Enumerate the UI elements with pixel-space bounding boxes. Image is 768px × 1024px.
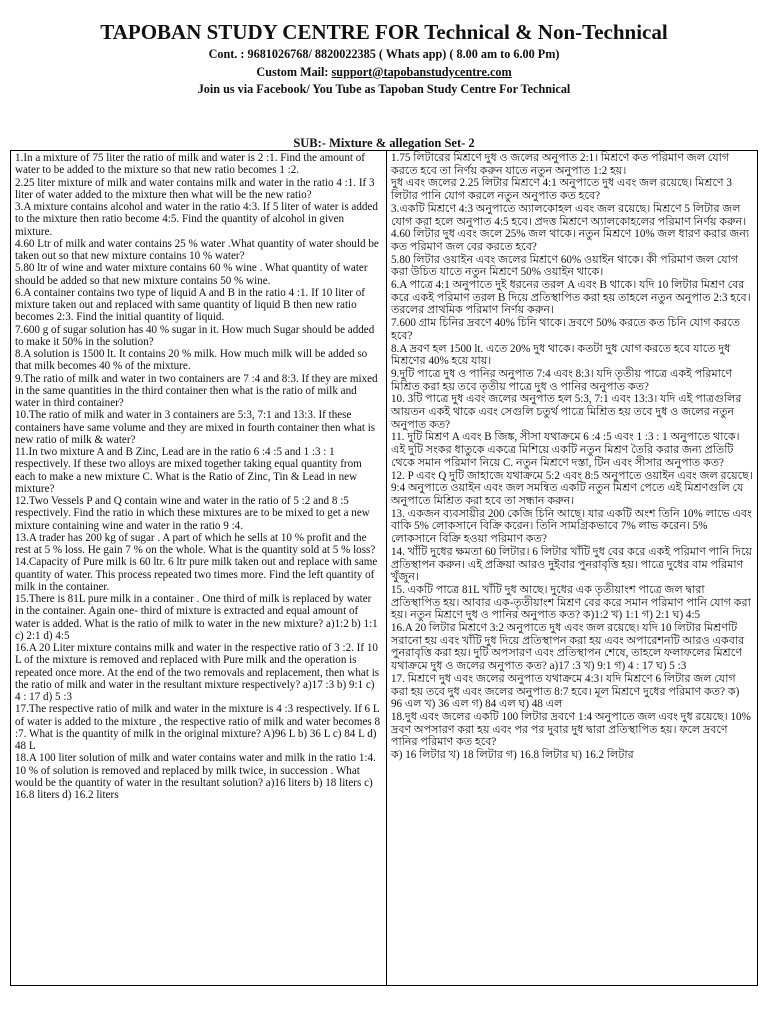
bengali-question-5: 5.80 লিটার ওয়াইন এবং জলের মিশ্রণে 60% ওয়াইন থাকে। কী পরিমাণ জল যোগ করা উচিত যাতে নতুন মিশ্রণে 50% ওয়াইন থাকে। [391,253,739,279]
bengali-question-6: 6.A পাত্রে 4:1 অনুপাতে দুই ধরনের তরল A এবং B থাকে। যদি 10 লিটার মিশ্রণ বের করে একই পরিমাণ তরল B দিয়ে প্রতিস্থাপিত করা হয় তাহলে নতুন অনুপাত 2:3 হবে। তরলের প্রাথমিক পরিমাণ নির্ণয় করুন। [391,279,751,317]
english-question-12: 12.Two Vessels P and Q contain wine and water in the ratio of 5 :2 and 8 :5 respectively. Find the ratio in which these mixtures are to be mixed to get a new mixture containing wine and water in the ratio 9 :4. [15,495,370,532]
bengali-question-10: 10. 3টি পাত্রে দুধ এবং জলের অনুপাত হল 5:3, 7:1 এবং 13:3। যদি এই পাত্রগুলির আয়তন একই থাকে এবং সেগুলি চতুর্থ পাত্রে মিশ্রিত হয় তবে দুধ ও জলের নতুন অনুপাত কত? [391,393,742,431]
english-question-9: 9.The ratio of milk and water in two containers are 7 :4 and 8:3. If they are mixed in the same quantities in the third container then what is the ratio of milk and water in third container? [15,372,378,409]
mail-label: Custom Mail: [256,64,332,79]
bengali-question-12: 12. P এবং Q দুটি জাহাজে যথাক্রমে 5:2 এবং 8:5 অনুপাতে ওয়াইন এবং জল রয়েছে। 9:4 অনুপাতে ওয়াইন এবং জল সমন্বিত একটি নতুন মিশ্রণ পেতে এই মিশ্রণগুলি যে অনুপাতে মিশ্রিত করা হবে তা সন্ধান করুন। [391,469,753,507]
english-question-4: 4.60 Ltr of milk and water contains 25 % water .What quantity of water should be taken out so that new mixture contains 10 % water? [15,237,379,262]
english-question-3: 3.A mixture contains alcohol and water in the ratio 4:3. If 5 liter of water is added to the mixture then ratio become 4:5. Find the quantity of alcohol in given mixture. [15,201,378,238]
bengali-question-8: 8.A দ্রবণ হল 1500 lt. এতে 20% দুধ থাকে। কতটা দুধ যোগ করতে হবে যাতে দুধ মিশ্রণের 40% হয়ে যায়। [391,342,731,368]
subject-heading: SUB:- Mixture & allegation Set- 2 [293,136,475,150]
english-question-5: 5.80 ltr of wine and water mixture contains 60 % wine . What quantity of water should be added so that new mixture contains 50 % wine. [15,262,368,287]
bengali-question-19: ক) 16 লিটার খ) 18 লিটার গ) 16.8 লিটার ঘ) 16.2 লিটার [391,749,634,762]
english-question-18: 18.A 100 liter solution of milk and water contains water and milk in the ratio 1:4. 10 % of solution is removed and replaced by milk twice, in succession . What would be the quantity of water in the resultant solution? a)16 liters b) 18 liters c) 16.8 liters d) 16.2 liters [15,752,376,801]
bengali-column [387,151,757,985]
social-line: Join us via Facebook/ You Tube as Tapoban Study Centre For Technical [197,82,571,96]
english-question-15: 15.There is 81L pure milk in a container . One third of milk is replaced by water in the container. Again one- third of mixture is extracted and equal amount of water is added. What is the ratio of milk to water in the new mixture? a)1:2 b) 1:1 c) 2:1 d) 4:5 [15,593,378,642]
bengali-question-4: 4.60 লিটার দুধ এবং জলে 25% জল থাকে। নতুন মিশ্রণে 10% জল ধারণ করার জন্য কত পরিমাণ জল বের করতে হবে? [391,228,750,253]
bengali-question-1: 1.75 লিটারের মিশ্রণে দুধ ও জলের অনুপাত 2:1। মিশ্রণে কত পরিমাণ জল যোগ করতে হবে তা নির্ণয় করুন যাতে নতুন অনুপাত 1:2 হয়। [391,152,730,177]
bengali-question-7: 7.600 গ্রাম চিনির দ্রবণে 40% চিনি থাকে। দ্রবণে 50% করতে কত চিনি যোগ করতে হবে? [391,317,741,342]
english-question-17: 17.The respective ratio of milk and water in the mixture is 4 :3 respectively. If 6 L of water is added to the mixture , the respective ratio of milk and water becomes 8 :7. What is the quantity of milk in the original mixture? A)96 L b) 36 L c) 84 L d) 48 L [15,703,381,752]
english-question-16: 16.A 20 Liter mixture contains milk and water in the respective ratio of 3 :2. If 10 L of the mixture is removed and replaced with Pure milk and the operation is repeated once more. At the end of the two removals and replacement, then what is the ratio of milk and water in the resultant mixture respectively? a)17 :3 b) 9:1 c) 4 : 17 d) 5 :3 [15,642,380,703]
english-question-2: 2.25 liter mixture of milk and water contains milk and water in the ratio 4 :1. If 3 liter of water added to the mixture then what will be the new ratio? [15,176,375,201]
bengali-question-16: 16.A 20 লিটার মিশ্রণে 3:2 অনুপাতে দুধ এবং জল রয়েছে। যদি 10 লিটার মিশ্রণটি সরানো হয় এবং খাঁটি দুধ দিয়ে প্রতিস্থাপন করা হয় এবং অপারেশনটি আরও একবার পুনরাবৃত্তি করা হয়। দুটি অপসারণ এবং প্রতিস্থাপন শেষে, তাহলে ফলাফলের মিশ্রণে যথাক্রমে দুধ ও জলের অনুপাত কত? a)17 :3 খ) 9:1 গ) 4 : 17 ঘ) 5 :3 [391,622,745,673]
english-question-10: 10.The ratio of milk and water in 3 containers are 5:3, 7:1 and 13:3. If these containers have same volume and they are mixed in fourth container then what is new ratio of milk & water? [15,409,376,446]
english-question-13: 13.A trader has 200 kg of sugar . A part of which he sells at 10 % profit and the rest at 5 % loss. He gain 7 % on the whole. What is the quantity sold at 5 % loss? [15,531,376,556]
centre-title: TAPOBAN STUDY CENTRE FOR Technical & Non-Technical [100,20,668,44]
questions-table [10,150,758,986]
english-column [11,151,387,985]
english-question-1: 1.In a mixture of 75 liter the ratio of milk and water is 2 :1. Find the amount of water to be added to the mixture so that new ratio becomes 1 :2. [15,152,365,177]
bengali-question-14: 14. খাঁটি দুধের ক্ষমতা 60 লিটার। 6 লিটার খাঁটি দুধ বের করে একই পরিমাণ পানি দিয়ে প্রতিস্থাপন করুন। এই প্রক্রিয়া আরও দুইবার পুনরাবৃত্তি হয়। পাত্রে দুধের বাম পরিমাণ খুঁজুন। [391,545,752,584]
bengali-question-18: 18.দুধ এবং জলের একটি 100 লিটার দ্রবণে 1:4 অনুপাতে জল এবং দুধ রয়েছে। 10% দ্রবণ অপসারণ করা হয় এবং পর পর দুবার দুধ দ্বারা প্রতিস্থাপিত হয়। ফলে দ্রবণে পানির পরিমাণ কত হবে? [391,710,751,749]
contact-line: Cont. : 9681026768/ 8820022385 ( Whats app) ( 8.00 am to 6.00 Pm) [208,47,560,61]
bengali-question-13: 13. একজন ব্যবসায়ীর 200 কেজি চিনি আছে। যার একটি অংশ তিনি 10% লাভে এবং বাকি 5% লোকসানে বিক্রি করেন। তিনি সামগ্রিকভাবে 7% লাভ করেন। 5% লোকসানে বিক্রি হওয়া পরিমাণ কত? [391,507,752,546]
bengali-question-15: 15. একটি পাত্রে 81L খাঁটি দুধ আছে। দুধের এক তৃতীয়াংশ পাত্রে জল দ্বারা প্রতিস্থাপিত হয়। আবার এক-তৃতীয়াংশ মিশ্রণ বের করে সমান পরিমাণ পানি যোগ করা হয়। নতুন মিশ্রণে দুধ ও পানির অনুপাত কত? ক)1:2 খ) 1:1 গ) 2:1 ঘ) 4:5 [391,583,751,622]
bengali-question-3: 3.একটি মিশ্রণে 4:3 অনুপাতে অ্যালকোহল এবং জল রয়েছে। মিশ্রণে 5 লিটার জল যোগ করা হলে অনুপাত 4:5 হবে। প্রদত্ত মিশ্রণে অ্যালকোহলের পরিমাণ নির্ণয় করুন। [391,202,747,228]
english-question-6: 6.A container contains two type of liquid A and B in the ratio 4 :1. If 10 liter of mixture taken out and replaced with same quantity of liquid B then new ratio becomes 2:3. Find the initial quantity of liquid. [15,286,366,324]
mail-line [0,64,768,82]
page-header [0,18,768,99]
english-question-14: 14.Capacity of Pure milk is 60 ltr. 6 ltr pure milk taken out and replace with same quantity of water. This process repeated two times more. Find the left quantity of milk in the container. [15,556,378,593]
bengali-question-17: 17. মিশ্রণে দুধ এবং জলের অনুপাত যথাক্রমে 4:3। যদি মিশ্রণে 6 লিটার জল যোগ করা হয় তবে দুধ এবং জলের অনুপাত 8:7 হবে। মূল মিশ্রণে দুধের পরিমাণ কত? ক) 96 এল খ) 36 এল গ) 84 এল ঘ) 48 এল [391,672,740,711]
english-question-11: 11.In two mixture A and B Zinc, Lead are in the ratio 6 :4 :5 and 1 :3 : 1 respectively. If these two alloys are mixed together taking equal quantity from each to make a new mixture C. What is the Ratio of Zinc, Tin & Lead in new mixture? [15,446,362,495]
mail-link[interactable]: support@tapobanstudycentre.com [331,64,512,79]
english-question-7: 7.600 g of sugar solution has 40 % sugar in it. How much Sugar should be added to make it 50% in the solution? [15,323,375,348]
english-question-8: 8.A solution is 1500 lt. It contains 20 % milk. How much milk will be added so that milk becomes 40 % of the mixture. [15,348,368,373]
bengali-question-11: 11. দুটি মিশ্রণ A এবং B জিঙ্ক, সীসা যথাক্রমে 6 :4 :5 এবং 1 :3 : 1 অনুপাতে থাকে। এই দুটি সংকর ধাতুকে একত্রে মিশিয়ে একটি নতুন মিশ্রণ তৈরি করার জন্য প্রতিটি থেকে সমান পরিমাণ নিয়ে C. নতুন মিশ্রণে দস্তা, টিন এবং সীসার অনুপাত কত? [391,431,740,469]
bengali-question-9: 9.দুটি পাত্রে দুধ ও পানির অনুপাত 7:4 এবং 8:3। যদি তৃতীয় পাত্রে একই পরিমাণে মিশ্রিত করা হয় তবে তৃতীয় পাত্রে দুধ ও পানির অনুপাত কত? [391,367,733,393]
bengali-question-2: দুধ এবং জলের 2.25 লিটার মিশ্রণে 4:1 অনুপাতে দুধ এবং জল রয়েছে। মিশ্রণে 3 লিটার পানি যোগ করলে নতুন অনুপাত কত হবে? [391,177,732,203]
